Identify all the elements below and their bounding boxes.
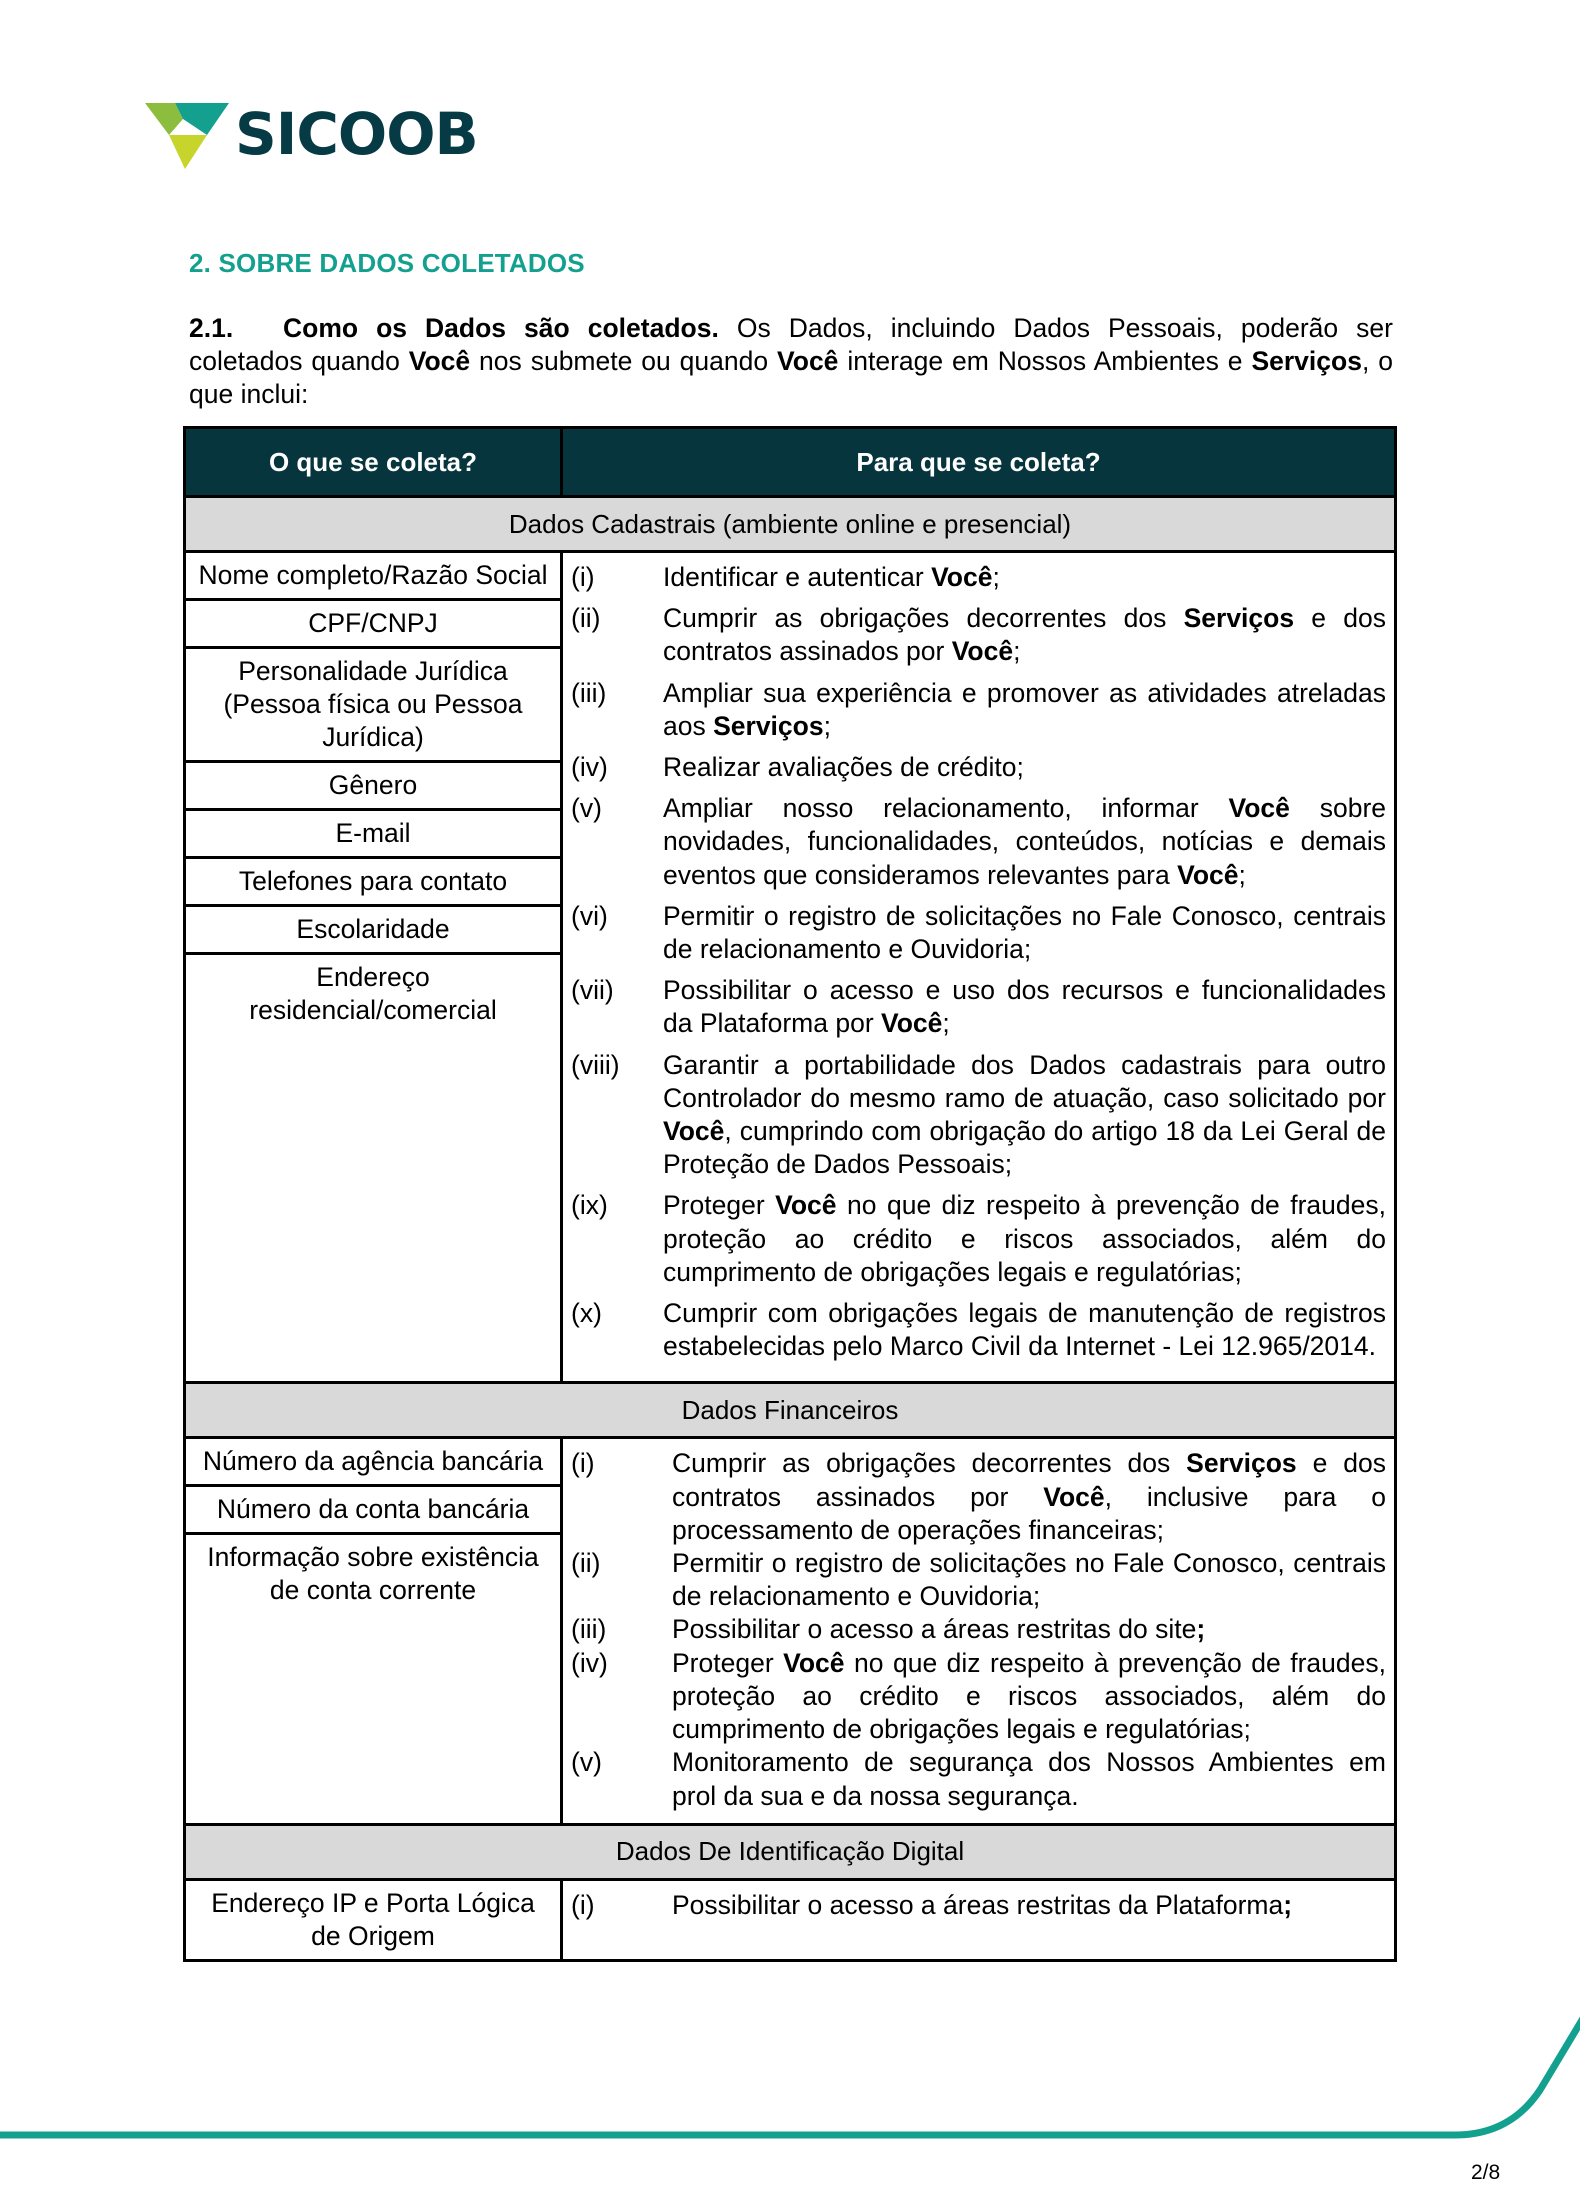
brand-name: SICOOB: [235, 100, 478, 168]
data-collection-table: [183, 426, 1397, 1962]
sicoob-logo: [145, 98, 478, 170]
purpose-number: (ii): [571, 603, 601, 634]
collected-items-cell: [185, 552, 562, 1383]
purpose-number: (viii): [571, 1049, 620, 1080]
purposes-cell: [562, 552, 1396, 1383]
purpose-number: (x): [571, 1298, 602, 1329]
intro-paragraph: [189, 312, 1393, 411]
purpose-text: Cumprir as obrigações decorrentes dos Serviços e dos contratos assinados por Você, inclusive para o processamento de operações financeiras;: [672, 1448, 1387, 1545]
collected-items-cell: [185, 1879, 562, 1960]
header-what-collected: O que se coleta?: [185, 428, 562, 497]
purpose-item: [571, 974, 1386, 1040]
purpose-number: (i): [571, 1889, 595, 1920]
purpose-number: (iv): [571, 1647, 608, 1678]
intro-text-2: nos submete ou quando: [470, 346, 778, 376]
section-content-row: [185, 1438, 1396, 1824]
collected-item: Telefones para contato: [186, 859, 560, 907]
section-title: Dados De Identificação Digital: [185, 1824, 1396, 1879]
collected-item: Endereço IP e Porta Lógica de Origem: [211, 1887, 535, 1951]
purpose-item: [571, 1746, 1386, 1812]
purpose-number: (ix): [571, 1190, 608, 1221]
purposes-cell: [562, 1438, 1396, 1824]
purpose-item: [571, 1613, 1386, 1646]
purpose-item: [571, 1547, 1386, 1613]
section-row: [185, 497, 1396, 552]
purpose-text: Possibilitar o acesso a áreas restritas da Plataforma;: [672, 1889, 1293, 1920]
purpose-number: (v): [571, 1747, 602, 1778]
intro-text-5: Serviços: [1251, 346, 1362, 376]
collected-item: Número da conta bancária: [186, 1487, 560, 1535]
section-title: Dados Financeiros: [185, 1383, 1396, 1438]
section-row: [185, 1383, 1396, 1438]
section-title: Dados Cadastrais (ambiente online e presencial): [185, 497, 1396, 552]
sicoob-triangle-icon: [145, 99, 229, 169]
purpose-number: (iv): [571, 752, 608, 783]
collected-item: Personalidade Jurídica (Pessoa física ou Pessoa Jurídica): [186, 649, 560, 763]
purpose-text: Proteger Você no que diz respeito à prevenção de fraudes, proteção ao crédito e riscos associados, além do cumprimento de obrigações legais e regulatórias;: [663, 1190, 1386, 1287]
purpose-item: [571, 1297, 1386, 1363]
purpose-number: (i): [571, 1448, 595, 1479]
purpose-text: Identificar e autenticar Você;: [663, 562, 1000, 592]
purpose-text: Monitoramento de segurança dos Nossos Ambientes em prol da sua e da nossa segurança.: [672, 1747, 1386, 1811]
purpose-text: Proteger Você no que diz respeito à prevenção de fraudes, proteção ao crédito e riscos associados, além do cumprimento de obrigações legais e regulatórias;: [672, 1647, 1386, 1745]
collected-item: Escolaridade: [186, 907, 560, 955]
collected-items-cell: [185, 1438, 562, 1824]
purpose-item: [571, 1447, 1386, 1547]
footer-decorative-line: [0, 1980, 1580, 2211]
clause-number: 2.1.: [189, 313, 234, 343]
purpose-text: Cumprir com obrigações legais de manutenção de registros estabelecidas pelo Marco Civil da Internet - Lei 12.965/2014.: [663, 1298, 1386, 1362]
purpose-text: Cumprir as obrigações decorrentes dos Serviços e dos contratos assinados por Você;: [663, 603, 1386, 667]
purpose-number: (iii): [571, 1614, 607, 1645]
purpose-item: [571, 1647, 1386, 1747]
section-content-row: [185, 552, 1396, 1383]
purpose-text: Permitir o registro de solicitações no Fale Conosco, centrais de relacionamento e Ouvidoria;: [672, 1548, 1386, 1612]
purpose-text: Ampliar nosso relacionamento, informar Você sobre novidades, funcionalidades, conteúdos, notícias e demais eventos que consideramos relevantes para Você;: [663, 793, 1387, 890]
collected-item: E-mail: [186, 811, 560, 859]
purpose-text: Possibilitar o acesso e uso dos recursos e funcionalidades da Plataforma por Você;: [663, 975, 1386, 1039]
collected-item: Endereço residencial/comercial: [249, 962, 497, 1025]
purpose-number: (iii): [571, 677, 607, 708]
collected-item: Nome completo/Razão Social: [186, 553, 560, 601]
collected-item: Número da agência bancária: [186, 1439, 560, 1487]
intro-text-6: , o que inclui:: [189, 346, 1393, 409]
purpose-number: (vii): [571, 975, 614, 1006]
purpose-item: [571, 677, 1386, 743]
collected-item: Gênero: [186, 763, 560, 811]
purpose-number: (vi): [571, 900, 608, 931]
intro-text-0: Os Dados, incluindo Dados Pessoais, poderão ser coletados quando: [189, 313, 1393, 376]
purpose-number: (i): [571, 562, 595, 592]
section-heading: 2. SOBRE DADOS COLETADOS: [189, 248, 585, 278]
purpose-item: [571, 900, 1386, 966]
purpose-item: [571, 1049, 1386, 1182]
intro-text-1: Você: [408, 346, 471, 376]
clause-title: Como os Dados são coletados.: [283, 313, 719, 343]
table-header-row: [185, 428, 1396, 497]
page-number: 2/8: [1471, 2161, 1501, 2184]
purpose-item: [571, 1189, 1386, 1289]
purpose-text: Garantir a portabilidade dos Dados cadastrais para outro Controlador do mesmo ramo de atuação, caso solicitado por Você, cumprindo com obrigação do artigo 18 da Lei Geral de Proteção de Dados Pessoais;: [663, 1049, 1386, 1180]
purpose-text: Ampliar sua experiência e promover as atividades atreladas aos Serviços;: [663, 677, 1386, 741]
purpose-item: [571, 792, 1386, 892]
purpose-number: (v): [571, 793, 602, 824]
intro-text-4: interage em Nossos Ambientes e: [838, 346, 1252, 376]
purpose-text: Realizar avaliações de crédito;: [663, 752, 1024, 783]
collected-item: Informação sobre existência de conta corrente: [207, 1542, 539, 1606]
purpose-item: [571, 751, 1386, 784]
purpose-text: Possibilitar o acesso a áreas restritas do site;: [672, 1614, 1206, 1645]
intro-text-3: Você: [777, 346, 839, 376]
header-why-collected: Para que se coleta?: [562, 428, 1396, 497]
section-row: [185, 1824, 1396, 1879]
section-content-row: [185, 1879, 1396, 1960]
purpose-text: Permitir o registro de solicitações no Fale Conosco, centrais de relacionamento e Ouvidoria;: [663, 900, 1386, 965]
purpose-item: [571, 1889, 1386, 1922]
purposes-cell: [562, 1879, 1396, 1960]
collected-item: CPF/CNPJ: [186, 601, 560, 649]
purpose-number: (ii): [571, 1548, 601, 1579]
purpose-item: [571, 561, 1386, 594]
purpose-item: [571, 602, 1386, 668]
